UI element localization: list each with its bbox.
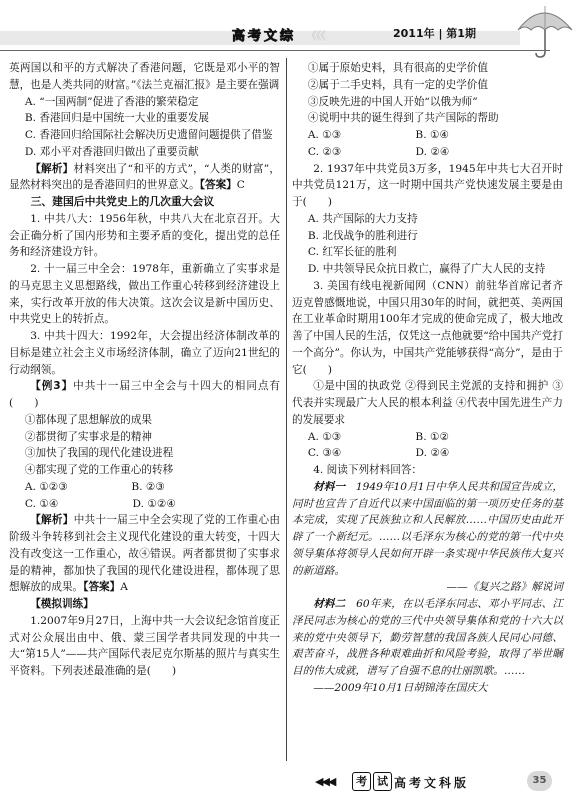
statement: ④都实现了党的工作重心的转移 — [24, 464, 174, 476]
material-label: 材料二 — [313, 598, 346, 610]
header-arrows: 《《《 — [306, 29, 325, 42]
list-item: 3. 中共十四大：1992年，大会提出经济体制改革的目标是建立社会主义市场经济体制，确立了迈向21世纪的行动纲领。 — [9, 330, 280, 376]
column-divider — [286, 58, 287, 761]
analysis-text: 中共十一届三中全会实现了党的工作重心由阶级斗争转移到社会主义现代化建设的重大转变，十四大没有改变这一工作重心，故④错误。两者都贯彻了实事求是的精神，都加快了我国的现代化建设进程，都体现了思想解放的成果。 — [9, 514, 281, 594]
question: 4. 阅读下列材料回答： — [313, 464, 423, 476]
statements: ①是中国的执政党 ②得到民主党派的支持和拥护 ③代表并实现最广大人民的根本利益 ④代表中国先进生产力的发展要求 — [292, 380, 563, 426]
option-a: A. “一国两制”促进了香港的繁荣稳定 — [24, 95, 199, 108]
analysis — [9, 161, 280, 195]
option-a: A. 共产国际的大力支持 — [307, 212, 418, 225]
example-text: 中共十一届三中全会与十四大的相同点有( ) — [9, 380, 281, 409]
analysis — [9, 512, 280, 596]
material-source: ——2009年10月1日胡锦涛在国庆大 — [313, 681, 488, 694]
answer-label: 【答案】 — [199, 179, 237, 192]
footer-arrows: ◀◀◀ — [315, 775, 335, 788]
material-label: 材料一 — [313, 480, 346, 493]
header-rule — [0, 50, 550, 51]
choices-row: C. ②③ D. ②④ — [307, 145, 450, 158]
material-source: ——《复兴之路》解说词 — [446, 581, 563, 594]
statement: ③加快了我国的现代化建设进程 — [24, 447, 174, 460]
option-d: D. 邓小平对香港回归做出了重要贡献 — [24, 145, 199, 158]
answer-label: 【答案】 — [83, 581, 121, 594]
option-b: B. 香港回归是中国统一大业的重要发展 — [24, 112, 209, 125]
answer-text: A — [120, 581, 128, 594]
example-label: 【例3】 — [30, 380, 74, 393]
material-text: 1949年10月1日中华人民共和国宣告成立，同时也宣告了自近代以来中国面临的第一项历史任务的基本完成，实现了民族独立和人民解放……中国历史由此开辟了一个新纪元。……以毛泽东为核心的党的第一代中央领导集体将领导人民如何开辟一条实现中华民族伟大复兴的新道路。 — [292, 480, 564, 577]
choices-row: C. ①④ D. ①②④ — [24, 497, 176, 510]
analysis-label: 【解析】 — [30, 514, 74, 527]
statement: ②属于二手史料，具有一定的史学价值 — [307, 78, 488, 91]
example-question — [9, 378, 280, 412]
choices-row: A. ①③ B. ①② — [307, 430, 449, 443]
issue-label: 2011年 | 第1期 — [393, 27, 476, 40]
statement: ③反映先进的中国人开始“以俄为师” — [307, 95, 478, 108]
option-c: C. 香港回归给国际社会解决历史遗留问题提供了借鉴 — [24, 129, 273, 141]
option-d: D. 中共领导民众抗日救亡，赢得了广大人民的支持 — [307, 263, 546, 275]
paragraph: 英两国以和平的方式解决了香港问题，它既是邓小平的智慧，也是人类共同的财富。”《法兰克福汇报》是主要在强调 — [9, 62, 280, 91]
question: 3. 美国有线电视新闻网（CNN）前驻华首席记者齐迈克曾感慨地说，中国只用30年的时间，就把英、美两国在工业革命时期用100年才完成的使命完成了，极大地改善了中国人民的生活，仅凭这一点他就要“给中国共产党打一个高分”。你认为，中国共产党能够获得“高分”，是由于它( ) — [292, 279, 563, 376]
section-title: 三、建国后中共党史上的几次重大会议 — [30, 195, 215, 208]
practice-title: 【模拟训练】 — [30, 598, 94, 610]
option-b: B. 北伐战争的胜利进行 — [307, 229, 418, 242]
page-number: 35 — [527, 771, 552, 791]
list-item: 1. 中共八大：1956年秋，中共八大在北京召开。大会正确分析了国内形势和主要矛盾的变化，提出党的总任务和经济建设方针。 — [9, 212, 280, 259]
material-text: 60年来，在以毛泽东同志、邓小平同志、江泽民同志为核心的党的三代中央领导集体和党的十六大以来的党中央领导下，勤劳智慧的我国各族人民同心同德、艰苦奋斗，战胜各种艰难曲折和风险考验，取得了举世瞩目的伟大成就，谱写了自强不息的壮丽凯歌。…… — [292, 598, 564, 677]
choices-row: A. ①③ B. ①④ — [307, 129, 449, 141]
choices-row: C. ③④ D. ②④ — [307, 447, 450, 460]
analysis-text: 材料突出了“和平的方式”，“人类的财富”，显然材料突出的是香港回归的世界意义。 — [9, 162, 280, 192]
right-column — [292, 60, 563, 697]
footer-box-1: 考 — [352, 772, 371, 791]
statement: ④说明中共的诞生得到了共产国际的帮助 — [307, 112, 499, 125]
choices-row: A. ①②③ B. ②③ — [24, 480, 165, 493]
list-item: 2. 十一届三中全会：1978年，重新确立了实事求是的马克思主义思想路线，做出工作重心转移到经济建设上来，实行改革开放的伟大决策。这次会议是新中国历史、中共党史上的转折点。 — [9, 263, 280, 326]
page-header — [0, 0, 581, 58]
material-1 — [292, 479, 563, 580]
statement: ①都体现了思想解放的成果 — [24, 413, 153, 426]
analysis-label: 【解析】 — [30, 162, 74, 175]
statement: ②都贯彻了实事求是的精神 — [24, 430, 153, 443]
option-c: C. 红军长征的胜利 — [307, 246, 397, 259]
answer-text: C — [236, 179, 245, 192]
page-footer — [0, 768, 581, 800]
material-2 — [292, 596, 563, 680]
question: 2. 1937年中共党员3万多，1945年中共七大召开时中共党员121万，这一时期中国共产党快速发展主要是由于( ) — [292, 162, 563, 208]
footer-text: 高考文科版 — [394, 776, 470, 790]
question: 1.2007年9月27日，上海中共一大会议纪念馆首度正式对公众展出由中、俄、蒙三国学者共同发现的中共一大“第15人”——共产国际代表尼克尔斯基的照片与真实生平资料。下列表述最准确的是( ) — [9, 614, 280, 677]
left-column — [9, 60, 280, 680]
footer-box-2: 试 — [373, 772, 392, 791]
umbrella-icon — [512, 2, 576, 60]
statement: ①属于原始史料，具有很高的史学价值 — [307, 62, 488, 74]
magazine-logo: 高考文综 — [232, 29, 297, 44]
